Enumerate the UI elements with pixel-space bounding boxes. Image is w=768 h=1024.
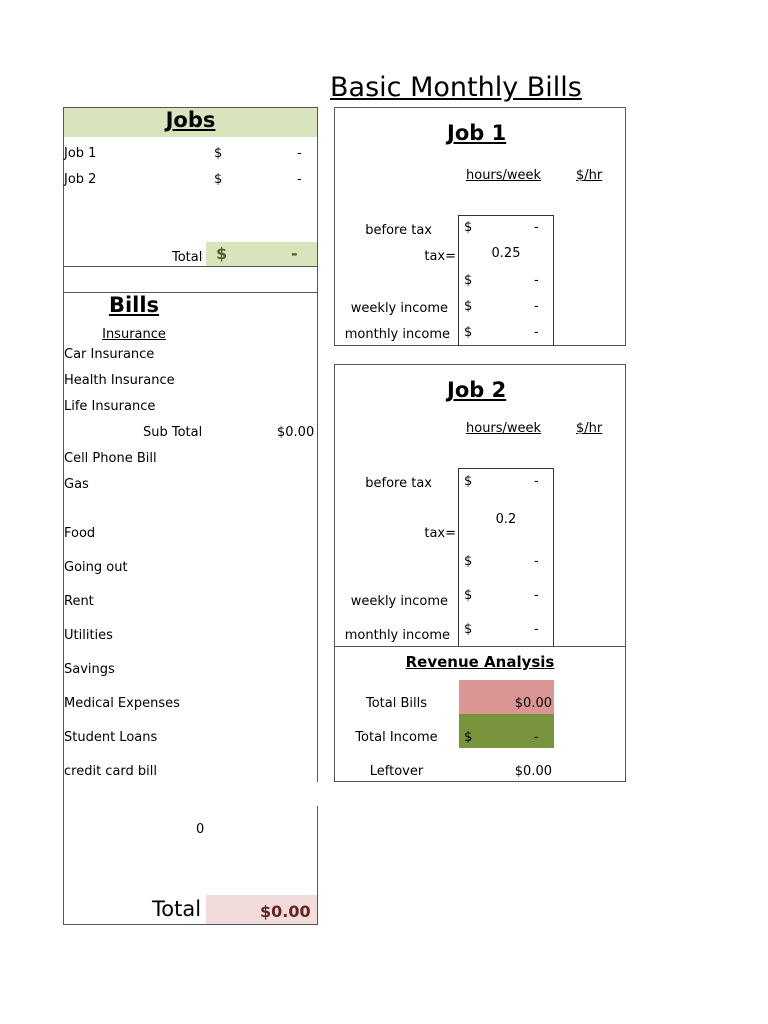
job2-after-tax-currency: $ [464, 554, 473, 569]
bill-item: Health Insurance [64, 373, 175, 388]
bill-item: Life Insurance [64, 399, 156, 414]
page-title: Basic Monthly Bills [330, 72, 582, 103]
job2-panel [334, 364, 626, 782]
leftover-label: Leftover [369, 764, 424, 779]
job1-values-box [458, 215, 554, 346]
job1-rate-label: $/hr [576, 168, 603, 183]
job-value: - [297, 172, 302, 187]
job1-tax-label: tax= [424, 249, 456, 264]
bill-item: Rent [64, 594, 94, 609]
job1-weekly-currency: $ [464, 299, 473, 314]
total-income-cell [459, 714, 554, 748]
jobs-total-value: - [291, 244, 298, 263]
job1-before-tax-currency: $ [464, 220, 473, 235]
job2-monthly-label: monthly income [344, 628, 450, 643]
job2-before-tax-label: before tax [365, 476, 432, 491]
job1-after-tax-value: - [534, 273, 539, 288]
insurance-heading: Insurance [102, 327, 166, 342]
subtotal-value: $0.00 [277, 425, 315, 440]
bill-item: Utilities [64, 628, 113, 643]
job2-tax-rate: 0.2 [495, 512, 517, 527]
bill-item: Cell Phone Bill [64, 451, 157, 466]
total-bills-label: Total Bills [365, 696, 428, 711]
jobs-total-label: Total [172, 250, 203, 265]
job2-values-box [458, 468, 554, 647]
job2-monthly-value: - [534, 622, 539, 637]
job2-title: Job 2 [447, 378, 507, 402]
bill-item: Medical Expenses [64, 696, 180, 711]
jobs-total-currency: $ [216, 244, 228, 263]
jobs-heading: Jobs [165, 108, 216, 132]
bill-item: Food [64, 526, 96, 541]
job-label: Job 1 [64, 146, 97, 161]
job2-weekly-currency: $ [464, 588, 473, 603]
job2-weekly-value: - [534, 588, 539, 603]
job1-weekly-value: - [534, 299, 539, 314]
job2-weekly-label: weekly income [350, 594, 448, 609]
job1-before-tax-value: - [534, 220, 539, 235]
job-label: Job 2 [64, 172, 97, 187]
job2-monthly-currency: $ [464, 622, 473, 637]
job1-monthly-currency: $ [464, 325, 473, 340]
job1-after-tax-currency: $ [464, 273, 473, 288]
total-income-currency: $ [464, 730, 473, 745]
job-value: - [297, 146, 302, 161]
job2-tax-label: tax= [424, 526, 456, 541]
bills-total-value: $0.00 [260, 902, 311, 921]
job1-hours-label: hours/week [466, 168, 542, 183]
revenue-heading: Revenue Analysis [405, 653, 555, 671]
total-bills-value: $0.00 [514, 696, 552, 711]
job2-after-tax-value: - [534, 554, 539, 569]
job1-monthly-label: monthly income [344, 327, 450, 342]
job2-before-tax-value: - [534, 474, 539, 489]
job1-title: Job 1 [447, 121, 507, 145]
bill-item: Student Loans [64, 730, 158, 745]
job1-panel [334, 107, 626, 346]
bill-item: Gas [64, 477, 89, 492]
bill-item: credit card bill [64, 764, 157, 779]
job2-hours-label: hours/week [466, 421, 542, 436]
revenue-divider [335, 646, 625, 647]
subtotal-label: Sub Total [143, 425, 203, 440]
job1-monthly-value: - [534, 325, 539, 340]
job1-tax-rate: 0.25 [491, 246, 521, 261]
total-income-label: Total Income [355, 730, 438, 745]
bills-total-label: Total [152, 897, 202, 921]
job1-before-tax-label: before tax [365, 223, 432, 238]
total-income-value: - [534, 730, 539, 745]
bills-heading: Bills [108, 293, 160, 317]
job2-before-tax-currency: $ [464, 474, 473, 489]
job-currency: $ [214, 146, 223, 161]
zero-value: 0 [196, 822, 205, 837]
job2-rate-label: $/hr [576, 421, 603, 436]
bill-item: Car Insurance [64, 347, 155, 362]
job1-weekly-label: weekly income [350, 301, 448, 316]
bill-item: Going out [64, 560, 128, 575]
bill-item: Savings [64, 662, 115, 677]
job-currency: $ [214, 172, 223, 187]
leftover-value: $0.00 [514, 764, 552, 779]
